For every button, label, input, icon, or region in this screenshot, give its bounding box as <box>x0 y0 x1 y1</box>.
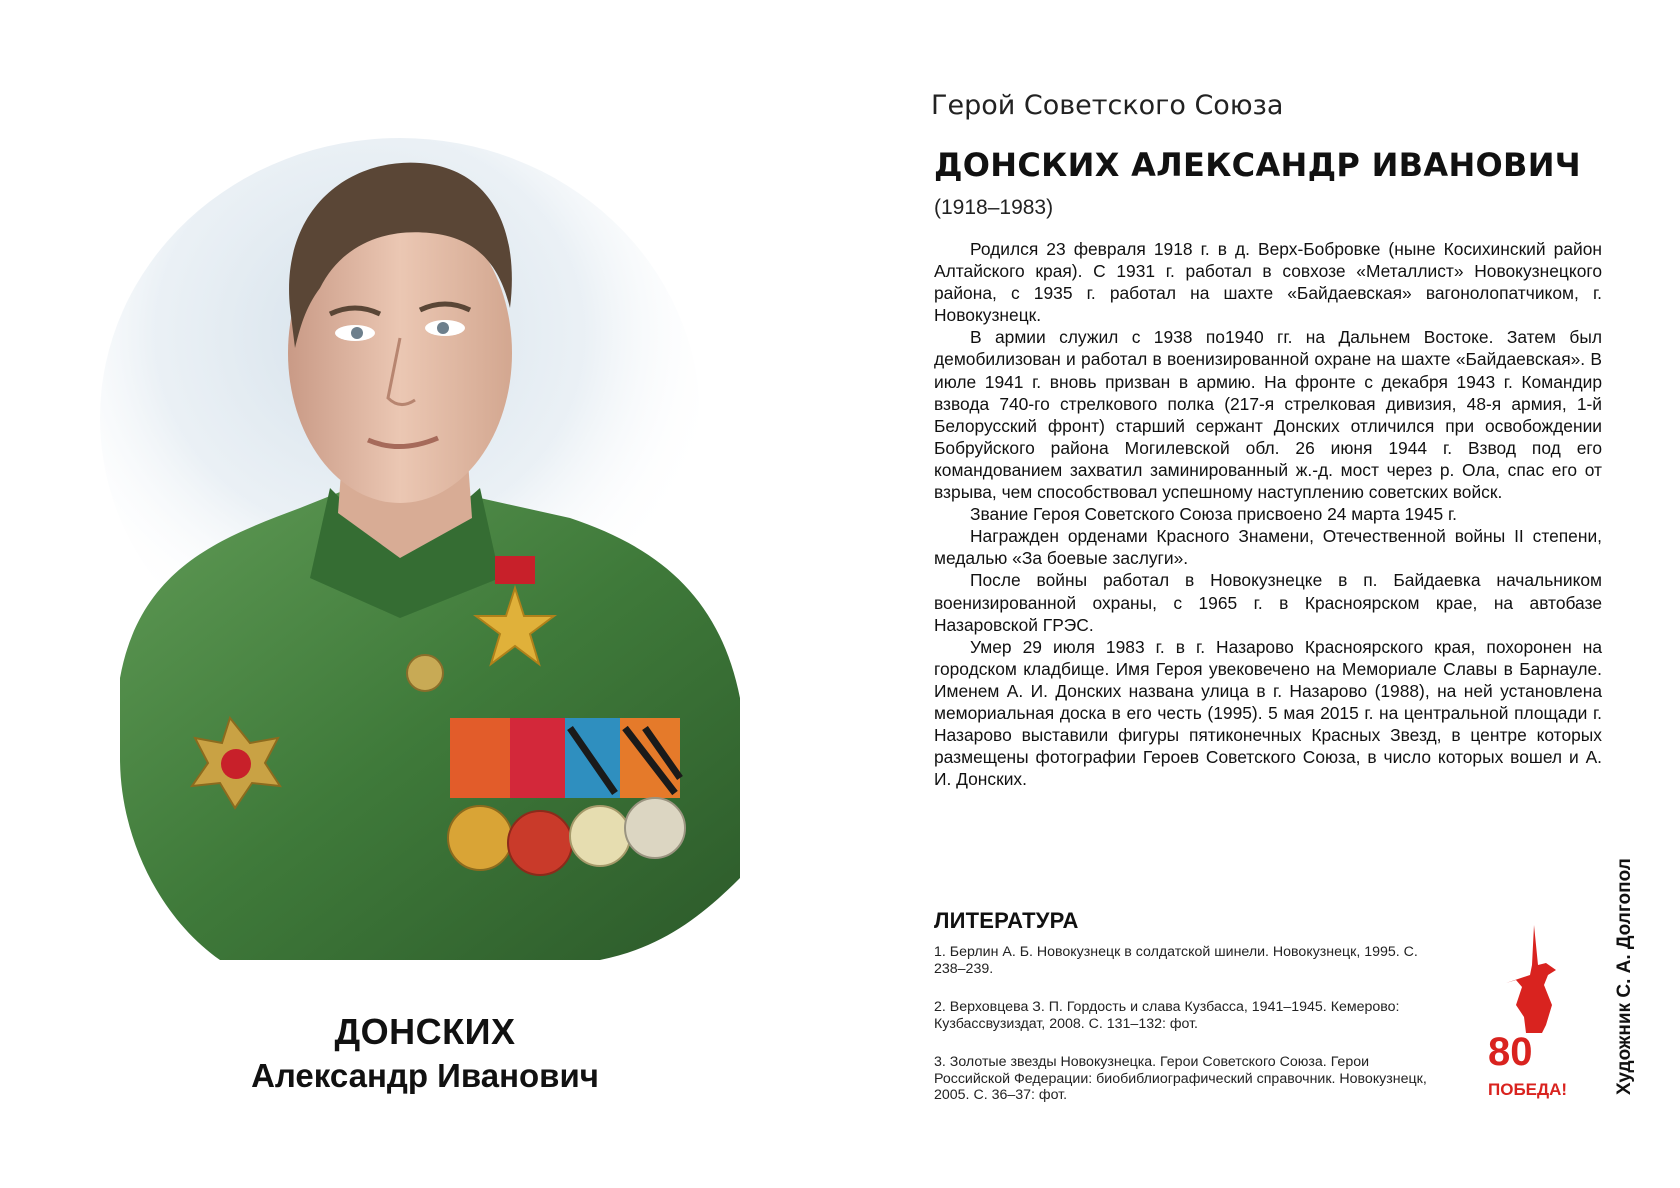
medal-1 <box>448 806 512 870</box>
bio-paragraph: Родился 23 февраля 1918 г. в д. Верх-Бобровке (ныне Косихинский район Алтайского края). С 1931 г. работал в совхозе «Металлист» Новокузнецкого района, с 1935 г. работал на шахте «Байдаевская» вагонолопатчиком, г. Новокузнецк. <box>934 239 1602 326</box>
medal-2 <box>508 811 572 875</box>
ribbon-bar-1 <box>450 718 510 798</box>
page-title: ДОНСКИХ АЛЕКСАНДР ИВАНОВИЧ <box>934 146 1581 184</box>
motherland-statue-icon <box>1506 925 1556 1033</box>
page-subtitle: Герой Советского Союза <box>931 90 1284 121</box>
bio-paragraph: Звание Героя Советского Союза присвоено 24 марта 1945 г. <box>970 504 1458 525</box>
bio-paragraph: Награжден орденами Красного Знамени, Отечественной войны II степени, медалью «За боевые заслуги». <box>934 526 1602 569</box>
literature-item: 2. Верховцева З. П. Гордость и слава Кузбасса, 1941–1945. Кемерово: Кузбассвузиздат, 2008. С. 131–132: фот. <box>934 999 1400 1032</box>
bio-paragraph: Умер 29 июля 1983 г. в г. Назарово Красноярского края, похоронен на городском кладбище. Имя Героя увековечено на Мемориале Славы в Барнауле. Именем А. И. Донских названа улица в г. Назарово (1988), на ней установлена мемориальная доска в его честь (1995). 5 мая 2015 г. на центральной площади г. Назарово выставили фигуры пятиконечных Красных Звезд, в центре которых размещены фотографии Героев Советского Союза, в число которых вошел и А. И. Донских. <box>934 636 1602 790</box>
hero-portrait <box>100 118 750 960</box>
ribbon-bar-2 <box>510 718 565 798</box>
portrait-caption <box>130 1010 720 1098</box>
tunic-button <box>407 655 443 691</box>
gold-star-ribbon <box>495 556 535 584</box>
caption-given-names: Александр Иванович <box>251 1057 599 1094</box>
literature-list <box>934 944 1434 1126</box>
biography-text <box>934 238 1602 790</box>
bio-paragraph: После войны работал в Новокузнецке в п. Байдаевка начальником военизированной охраны, с 1965 г. в Красноярском крае, на автобазе Назаровской ГРЭС. <box>934 570 1602 635</box>
literature-heading: ЛИТЕРАТУРА <box>934 908 1079 933</box>
literature-item: 1. Берлин А. Б. Новокузнецк в солдатской шинели. Новокузнецк, 1995. С. 238–239. <box>934 944 1418 977</box>
caption-surname: ДОНСКИХ <box>334 1011 516 1052</box>
bio-paragraph: В армии служил с 1938 по1940 гг. на Дальнем Востоке. Затем был демобилизован и работал в военизированной охране на шахте «Байдаевская». В июле 1941 г. вновь призван в армию. На фронте с декабря 1943 г. Командир взвода 740-го стрелкового полка (217-я стрелковая дивизия, 48-я армия, 1-й Белорусский фронт) старший сержант Донских отличился при освобождении Бобруйского района Могилевской обл. 26 июня 1944 г. Взвод под его командованием захватил заминированный ж.-д. мост через р. Ола, спас его от взрыва, чем способствовал успешному наступлению советских войск. <box>934 327 1602 503</box>
literature-item: 3. Золотые звезды Новокузнецка. Герои Советского Союза. Герои Российской Федерации: биобиблиографический справочник. Новокузнецк, 2005. С. 36–37: фот. <box>934 1054 1427 1103</box>
medal-3 <box>570 806 630 866</box>
life-years: (1918–1983) <box>934 196 1054 219</box>
artist-credit: Художник С. А. Долгопол <box>1614 858 1635 1095</box>
medal-4 <box>625 798 685 858</box>
logo-text: ПОБЕДА! <box>1488 1080 1568 1099</box>
logo-number: 80 <box>1488 1030 1533 1074</box>
victory-80-logo <box>1486 925 1576 1100</box>
